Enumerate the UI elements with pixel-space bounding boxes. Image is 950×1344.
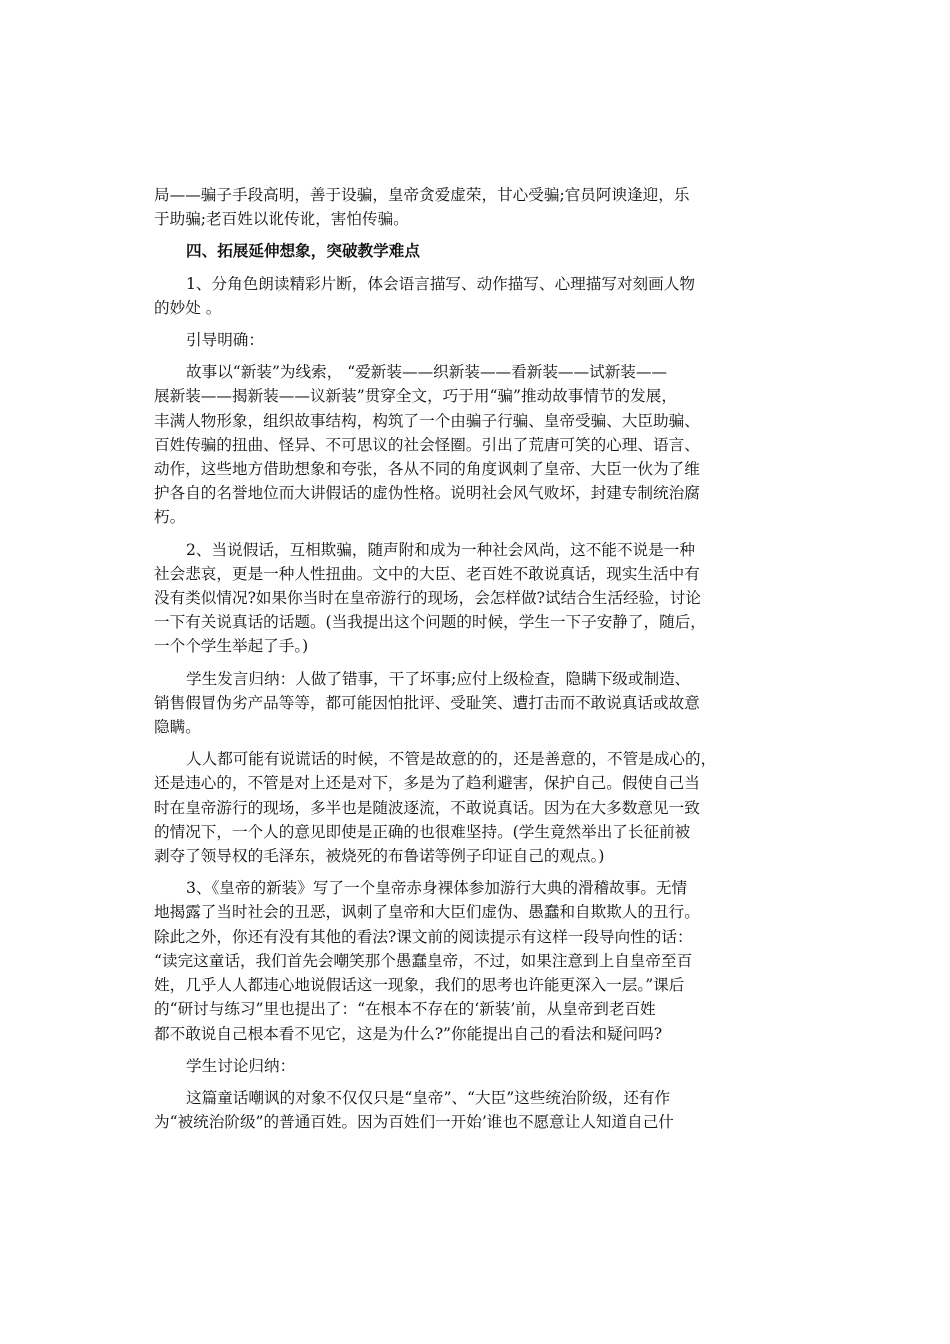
text-line: 这篇童话嘲讽的对象不仅仅只是“皇帝”、“大臣”这些统治阶级，还有作 [186, 1088, 671, 1107]
text-line: 没有类似情况?如果你当时在皇帝游行的现场，会怎样做?试结合生活经验，讨论 [154, 589, 701, 608]
paragraph-continuation [154, 183, 774, 231]
paragraph-item-2 [154, 538, 774, 659]
paragraph-discussion [154, 1086, 774, 1134]
text-line: 还是违心的，不管是对上还是对下，多是为了趋利避害，保护自己。假使自己当 [154, 774, 700, 793]
text-line: 的妙处 。 [154, 298, 222, 317]
text-line: “读完这童话，我们首先会嘲笑那个愚蠢皇帝，不过，如果注意到上自皇帝至百 [154, 951, 693, 970]
text-line: 剥夺了领导权的毛泽东，被烧死的布鲁诺等例子印证自己的观点。) [154, 847, 605, 866]
paragraph-discussion-label [154, 1054, 774, 1078]
text-line: 护各自的名誉地位而大讲假话的虚伪性格。说明社会风气败坏，封建专制统治腐 [154, 484, 700, 503]
text-line: 学生讨论归纳： [186, 1056, 296, 1075]
text-line: 地揭露了当时社会的丑恶，讽刺了皇帝和大臣们虚伪、愚蠢和自欺欺人的丑行。 [154, 903, 700, 922]
text-line: 除此之外，你还有没有其他的看法?课文前的阅读提示有这样一段导向性的话： [154, 927, 693, 946]
paragraph-lying [154, 747, 774, 868]
document-page [154, 183, 774, 1142]
text-line: 的“研讨与练习”里也提出了：“在根本不存在的‘新装’前，从皇帝到老百姓 [154, 1000, 656, 1019]
text-line: 朽。 [154, 508, 186, 527]
text-line: 局——骗子手段高明，善于设骗，皇帝贪爱虚荣，甘心受骗;官员阿谀逢迎，乐 [154, 186, 690, 204]
text-line: 1、分角色朗读精彩片断，体会语言描写、动作描写、心理描写对刻画人物 [186, 274, 695, 293]
text-line: 3、《皇帝的新装》写了一个皇帝赤身裸体参加游行大典的滑稽故事。无情 [186, 879, 688, 898]
text-line: 展新装——揭新装——议新装”贯穿全文，巧于用“骗”推动故事情节的发展， [154, 387, 677, 406]
text-line: 隐瞒。 [154, 718, 201, 737]
text-line: 人人都可能有说谎话的时候，不管是故意的的，还是善意的，不管是成心的， [186, 750, 717, 769]
text-line: 社会悲哀，更是一种人性扭曲。文中的大臣、老百姓不敢说真话，现实生活中有 [154, 564, 700, 583]
text-line: 的情况下，一个人的意见即使是正确的也很难坚持。(学生竟然举出了长征前被 [154, 822, 691, 841]
text-line: 百姓传骗的扭曲、怪异、不可思议的社会怪圈。引出了荒唐可笑的心理、语言、 [154, 435, 700, 454]
section-heading: 四、拓展延伸想象，突破教学难点 [186, 242, 420, 261]
text-line: 为“被统治阶级”的普通百姓。因为百姓们一开始’谁也不愿意让人知道自己什 [154, 1113, 674, 1132]
text-line: 姓，几乎人人都违心地说假话这一现象，我们的思考也许能更深入一层。”课后 [154, 976, 685, 995]
paragraph-item-1 [154, 272, 774, 320]
paragraph-item-3 [154, 876, 774, 1045]
text-line: 于助骗;老百姓以讹传讹，害怕传骗。 [154, 210, 409, 229]
text-line: 时在皇帝游行的现场，多半也是随波逐流，不敢说真话。因为在大多数意见一致 [154, 798, 700, 817]
text-line: 学生发言归纳：人做了错事，干了坏事;应付上级检查，隐瞒下级或制造、 [186, 669, 691, 688]
text-line: 都不敢说自己根本看不见它，这是为什么?”你能提出自己的看法和疑问吗? [154, 1024, 663, 1043]
text-line: 一个个学生举起了手。) [154, 637, 309, 656]
paragraph-guide [154, 328, 774, 352]
text-line: 故事以“新装”为线索， “爱新装——织新装——看新装——试新装—— [186, 363, 668, 382]
text-line: 销售假冒伪劣产品等等，都可能因怕批评、受耻笑、遭打击而不敢说真话或故意 [154, 693, 700, 712]
text-line: 丰满人物形象，组织故事结构，构筑了一个由骗子行骗、皇帝受骗、大臣助骗、 [154, 411, 700, 430]
text-line: 2、当说假话，互相欺骗，随声附和成为一种社会风尚，这不能不说是一种 [186, 540, 695, 559]
text-line: 动作，这些地方借助想象和夸张，各从不同的角度讽刺了皇帝、大臣一伙为了维 [154, 460, 700, 479]
paragraph-student-summary [154, 667, 774, 740]
text-line: 引导明确： [186, 331, 264, 350]
text-line: 一下有关说真话的话题。(当我提出这个问题的时候，学生一下子安静了，随后， [154, 613, 706, 632]
paragraph-story [154, 360, 774, 529]
